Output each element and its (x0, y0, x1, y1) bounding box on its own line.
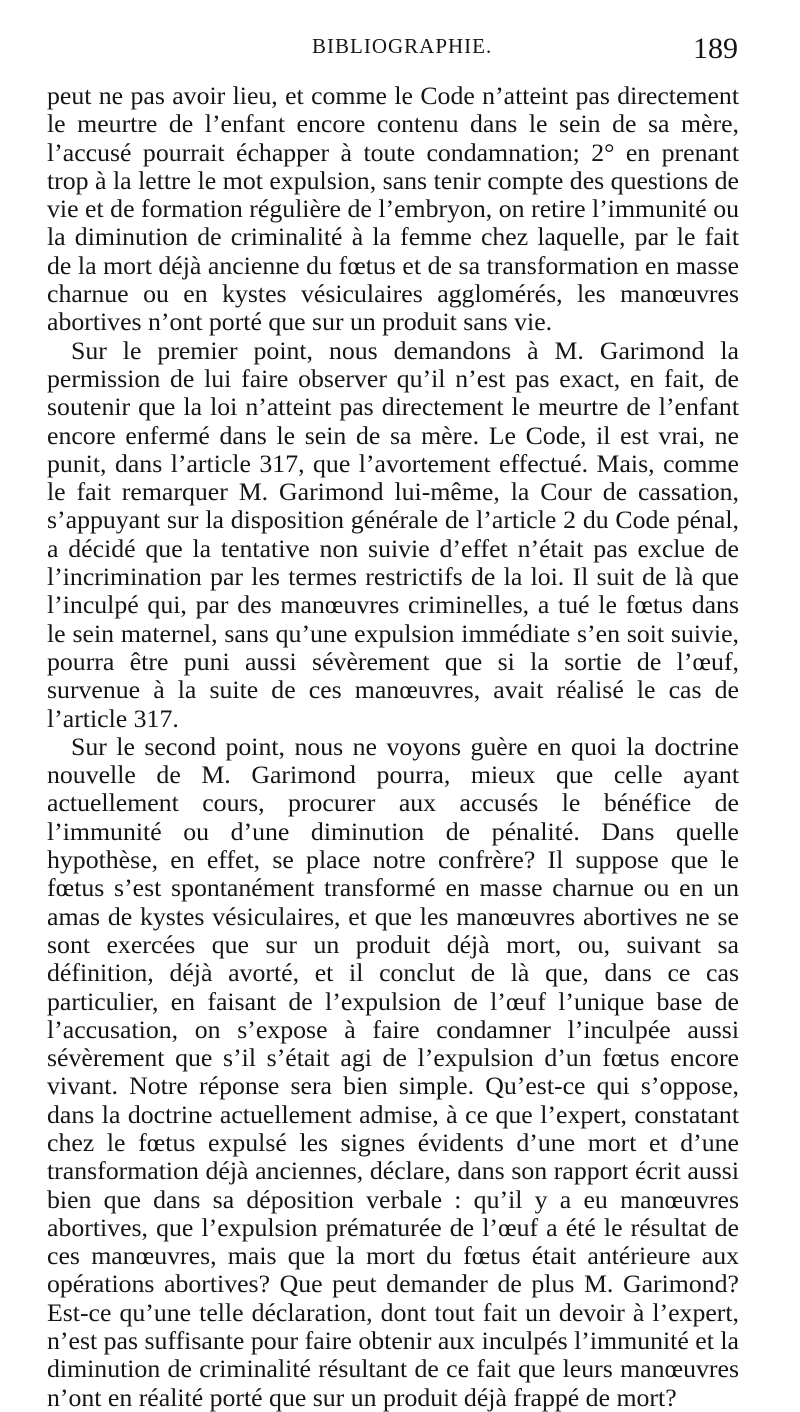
page-number: 189 (693, 32, 738, 65)
paragraph-continuation: peut ne pas avoir lieu, et comme le Code n’atteint pas directement le meurtre de l’enfant encore contenu dans le sein de sa mère, l’accusé pourrait échapper à toute condamnation; 2° en prenant trop à la lettre le mot expulsion, sans tenir compte des questions de vie et de formation régulière de l’embryon, on retire l’immunité ou la diminution de criminalité à la femme chez laquelle, par le fait de la mort déjà ancienne du fœtus et de sa transformation en masse charnue ou en kystes vésiculaires agglomérés, les manœuvres abortives n’ont porté que sur un produit sans vie. (47, 81, 739, 337)
running-title: BIBLIOGRAPHIE. (312, 34, 493, 58)
body-text (47, 82, 739, 1412)
paragraph-first-point: Sur le premier point, nous demandons à M. Garimond la permission de lui faire observer qu’il n’est pas exact, en fait, de soutenir que la loi n’atteint pas directement le meurtre de l’enfant encore enfermé dans le sein de sa mère. Le Code, il est vrai, ne punit, dans l’article 317, que l’avortement effectué. Mais, comme le fait remarquer M. Garimond lui-même, la Cour de cassation, s’appuyant sur la disposition générale de l’article 2 du Code pénal, a décidé que la tentative non suivie d’effet n’était pas exclue de l’incrimination par les termes restrictifs de la loi. Il suit de là que l’inculpé qui, par des manœuvres criminelles, a tué le fœtus dans le sein maternel, sans qu’une expulsion immédiate s’en soit suivie, pourra être puni aussi sévèrement que si la sortie de l’œuf, survenue à la suite de ces manœuvres, avait réalisé le cas de l’article 317. (47, 335, 739, 733)
paragraph-second-point: Sur le second point, nous ne voyons guère en quoi la doctrine nouvelle de M. Garimond pourra, mieux que celle ayant actuellement cours, procurer aux accusés le bénéfice de l’immunité ou d’une diminution de pénalité. Dans quelle hypothèse, en effet, se place notre confrère? Il suppose que le fœtus s’est spontanément transformé en masse charnue ou en un amas de kystes vésiculaires, et que les manœuvres abortives ne se sont exercées que sur un produit déjà mort, ou, suivant sa définition, déjà avorté, et il conclut de là que, dans ce cas particulier, en faisant de l’expulsion de l’œuf l’unique base de l’accusation, on s’expose à faire condamner l’inculpée aussi sévèrement que s’il s’était agi de l’expulsion d’un fœtus encore vivant. Notre réponse sera bien simple. Qu’est-ce qui s’oppose, dans la doctrine actuellement admise, à ce que l’expert, constatant chez le fœtus expulsé les signes évidents d’une mort et d’une transformation déjà anciennes, déclare, dans son rapport écrit aussi bien que dans sa déposition verbale : qu’il y a eu manœuvres abortives, que l’expulsion prématurée de l’œuf a été le résultat de ces manœuvres, mais que la mort du fœtus était antérieure aux opérations abortives? Que peut demander de plus M. Garimond? Est-ce qu’une telle déclaration, dont tout fait un devoir à l’expert, n’est pas suffisante pour faire obtenir aux inculpés l’immunité et la diminution de criminalité résultant de ce fait que leurs manœuvres n’ont en réalité porté que sur un produit déjà frappé de mort? (47, 731, 739, 1412)
